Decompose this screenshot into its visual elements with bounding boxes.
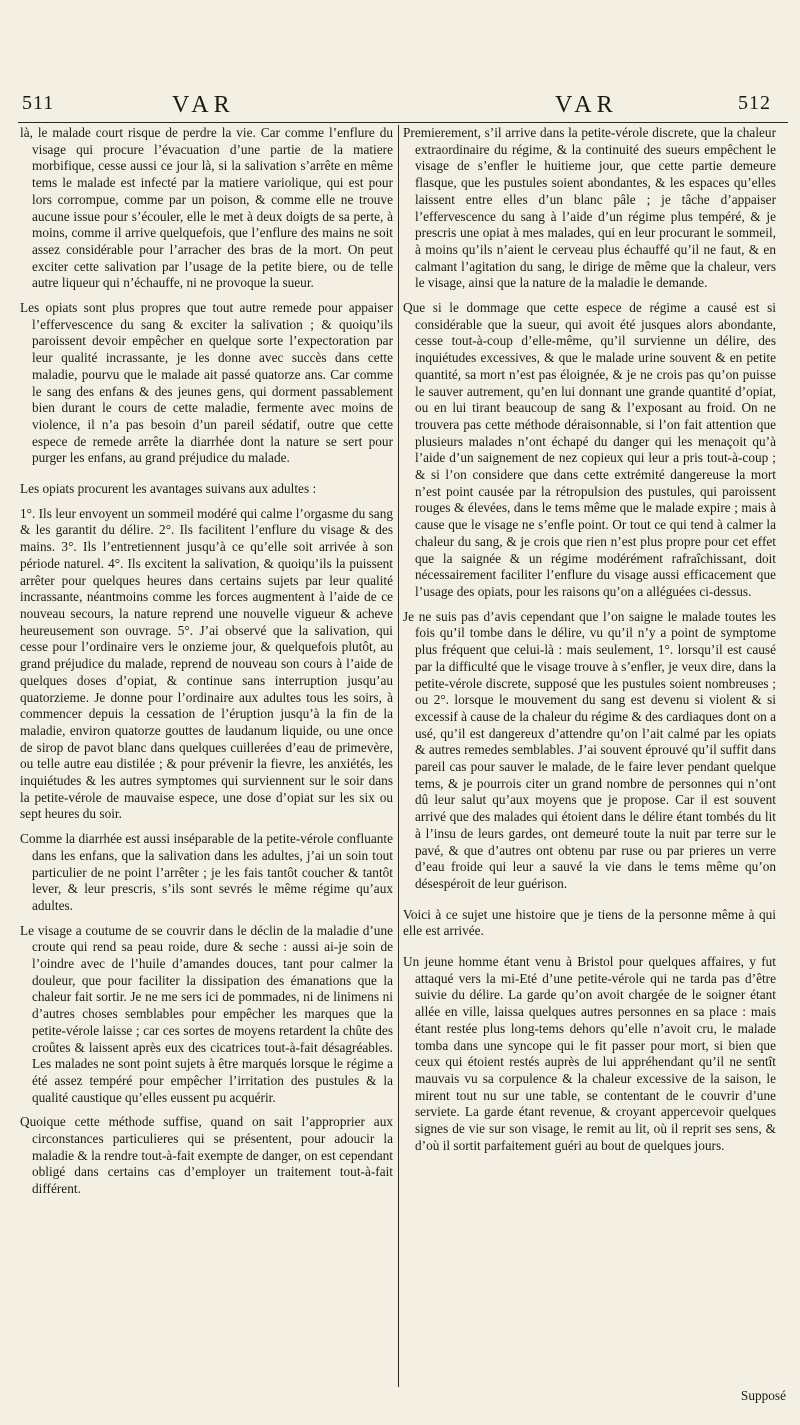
left-running-title: VAR (172, 92, 235, 118)
paragraph: là, le malade court risque de perdre la vie. Car comme l’enflure du visage qui procure l’évacuation d’une partie de la matiere morbifique, cesse aussi ce jour là, si la salivation s’arrête en même tems le malade est infecté par la matiere variolique, qui est pour lors corrompue, comme par un poison, & comme elle ne trouve aucune issue pour s’écouler, elle le met à deux doigts de sa perte, à moins, comme il arrive quelquefois, que l’enflure des mains ne soit assez considérable pour l’arracher des bras de la mort. On peut exciter cette salivation par l’usage de la petite biere, ou de telle autre liqueur qui n’échauffe, ni ne provoque la sueur. (20, 125, 393, 291)
paragraph: Un jeune homme étant venu à Bristol pour quelques affaires, y fut attaqué vers la mi-Eté d’une petite-vérole qui ne tarda pas d’être suivie du délire. La garde qu’on avoit chargée de le soigner étant allée en ville, laissa quelques autres personnes en sa place : mais étant restée plus long-tems dehors qu’elle n’avoit cru, le malade tomba dans une syncope qui le fit passer pour mort, si bien que ceux qui étoient restés auprès de lui appréhendant qu’il ne sentît mauvais vu sa corpulence & la chaleur excessive de la saison, le mirent tout nu sur une table, se contentant de le couvrir d’une serviete. La garde étant revenue, & croyant appercevoir quelques signes de vie sur son visage, le remit au lit, où il reprit ses sens, & d’où il sortit parfaitement guéri au bout de quelques jours. (403, 954, 776, 1153)
left-column (20, 125, 393, 1206)
paragraph: Je ne suis pas d’avis cependant que l’on saigne le malade toutes les fois qu’il tombe dans le délire, vu qu’il n’y a point de symptome plus fréquent que celui-là : mais seulement, 1°. lorsqu’il est causé par la difficulté que le visage trouve à s’enfler, je veux dire, dans la petite-vérole discrete, supposé que les pustules soient nombreuses ; ou 2°. lorsque le mouvement du sang est devenu si violent & si excessif à cause de la chaleur du régime & des cardiaques dont on a usé, qu’il est dangereux d’attendre qu’on l’ait calmé par les opiats & autres remedes semblables. J’ai souvent éprouvé qu’il suffit dans pareil cas pour sauver le malade, de le faire lever pendant quelque tems, & je pourrois citer un grand nombre de personnes qui n’ont dû leur salut qu’aux moyens que je propose. Car il est souvent arrivé que des malades qui étoient dans le délire étant tombés du lit à l’insu de leurs gardes, ont demeuré toute la nuit par terre sur le pavé, & que d’autres ont obtenu par ruse ou par prieres un verre d’eau froide qui leur a sauvé la vie dans le tems même qu’on désespéroit de leur guérison. (403, 608, 776, 891)
paragraph: Premierement, s’il arrive dans la petite-vérole discrete, que la chaleur extraordinaire du régime, & la continuité des sueurs empêchent le visage de s’enfler le huitieme jour, que cette partie demeure flasque, que les pustules soient abondantes, & les espaces qu’elles laissent entre elles d’un blanc pâle ; je tâche d’appaiser l’effervescence du sang à l’aide d’un régime plus tempéré, & je prescris une opiat à mes malades, qui en leur procurant le sommeil, à moins qu’ils n’aient le cerveau plus échauffé qu’il ne faut, & en calmant l’agitation du sang, le dirige de même que la chaleur, vers le visage, ainsi que la nature de la maladie le demande. (403, 125, 776, 291)
running-header (0, 92, 800, 122)
paragraph: Quoique cette méthode suffise, quand on sait l’approprier aux circonstances particulieres qui se présentent, pour adoucir la maladie & la rendre tout-à-fait exempte de danger, on est cependant obligé dans certains cas d’employer un traitement tout-à-fait différent. (20, 1114, 393, 1197)
paragraph: Les opiats sont plus propres que tout autre remede pour appaiser l’effervescence du sang & exciter la salivation ; & quoiqu’ils paroissent devoir empêcher en quelque sorte l’expectoration par leur qualité incrassante, je les donne avec succès dans cette maladie, pourvu que le malade ait passé quatorze ans. Car comme le sang des enfans & des jeunes gens, qui dorment passablement bien durant le cours de cette maladie, fermente avec moins de violence, il n’a pas besoin d’un pareil sédatif, outre que cette espece de remede arrête la diarrhée dont la nature se sert pour purger les enfans, au grand préjudice du malade. (20, 300, 393, 466)
paragraph: Que si le dommage que cette espece de régime a causé est si considérable que la sueur, qui avoit été jusques alors abondante, cesse tout-à-coup d’elle-même, qu’il survienne un délire, des inquiétudes excessives, & que le malade urine souvent & en petite quantité, sa mort n’est pas éloignée, & je ne crois pas qu’on puisse le sauver autrement, qu’en lui donnant une grande quantité d’opiat, ou en lui tirant beaucoup de sang & l’exposant au froid. On ne trouvera pas cette méthode déraisonnable, si l’on fait attention que plusieurs malades n’ont échapé du danger qui les menaçoit qu’à l’aide d’un saignement de nez copieux qui leur a pris tout-à-coup ; & si l’on considere que dans cette extrémité dangereuse la mort n’est point causée par la rétropulsion des pustules, qui paroissent rouges & élevées, dans le tems même que le malade expire ; mais à cause que le visage ne s’enfle point. Or tout ce qui tend à calmer la chaleur du sang, & je crois que rien n’est plus propre pour cet effet que la saignée & un régime modérément rafraîchissant, doit nécessairement faciliter l’enflure du visage aussi efficacement que l’usage des opiats, pour les raisons qu’on a alléguées ci-dessus. (403, 300, 776, 599)
right-page-number: 512 (738, 92, 771, 114)
paragraph: Comme la diarrhée est aussi inséparable de la petite-vérole confluante dans les enfans, que la salivation dans les adultes, j’ai un soin tout particulier de ne point l’arrêter ; je les fais tantôt coucher & tantôt lever, & leur prescris, s’ils sont sevrés le même régime qu’aux adultes. (20, 831, 393, 913)
right-column (403, 125, 776, 1162)
left-page-number: 511 (22, 92, 55, 114)
catchword: Supposé (740, 1388, 786, 1403)
column-divider (398, 125, 399, 1387)
paragraph: Les opiats procurent les avantages suivans aux adultes : (20, 481, 317, 497)
header-rule (18, 122, 788, 123)
paragraph: Voici à ce sujet une histoire que je tiens de la personne même à qui elle est arrivée. (403, 906, 776, 939)
paragraph: Le visage a coutume de se couvrir dans le déclin de la maladie d’une croute qui rend sa peau roide, dure & seche : aussi ai-je soin de l’oindre avec de l’huile d’amandes douces, tant pour calmer la douleur, que pour faciliter la dissipation des émanations que la chaleur fait sortir. Je ne me sers ici de pommades, ni de linimens ni d’autres choses semblables pour empêcher les marques que la petite-vérole laisse ; car ces sortes de moyens retardent la chûte des croûtes & laissent après eux des cicatrices tout-à-fait désagréables. Les malades ne sont point sujets à être marqués lorsque le régime a été assez tempéré pour empêcher l’irritation des pustules & la qualité caustique qu’elles eussent pu acquérir. (20, 922, 393, 1105)
paragraph: 1°. Ils leur envoyent un sommeil modéré qui calme l’orgasme du sang & les garantit du délire. 2°. Ils facilitent l’enflure du visage & des mains. 3°. Ils l’entretiennent jusqu’à ce qu’elle soit arrivée à son période naturel. 4°. Ils excitent la salivation, & quoiqu’ils la puissent arrêter pour quelques heures dans certains sujets par leur qualité incrassante, néantmoins comme les forces augmentent à l’aide de ce nouveau secours, la nature reprend une nouvelle vigueur & acheve heureusement son ouvrage. 5°. J’ai observé que la salivation, qui cesse pour l’ordinaire vers le onzieme jour, & quelquefois plutôt, au grand préjudice du malade, reprend de nouveau son cours à l’aide de quelques doses d’opiat, & continue sans interruption jusqu’au quatorzieme. Je donne pour l’ordinaire aux adultes tous les soirs, à commencer depuis la cessation de l’éruption jusqu’à la fin de la maladie, environ quatorze gouttes de laudanum liquide, ou une once de sirop de pavot blanc dans quelques cuillerées d’eau de primevère, ou telle autre eau distilée ; & pour prévenir la fievre, les anxiétés, les inquiétudes & les autres symptomes qui surviennent sur le soir dans la petite-vérole de mauvaise espece, une dose d’opiat sur les six ou sept heures du soir. (20, 505, 393, 822)
right-running-title: VAR (555, 92, 618, 118)
